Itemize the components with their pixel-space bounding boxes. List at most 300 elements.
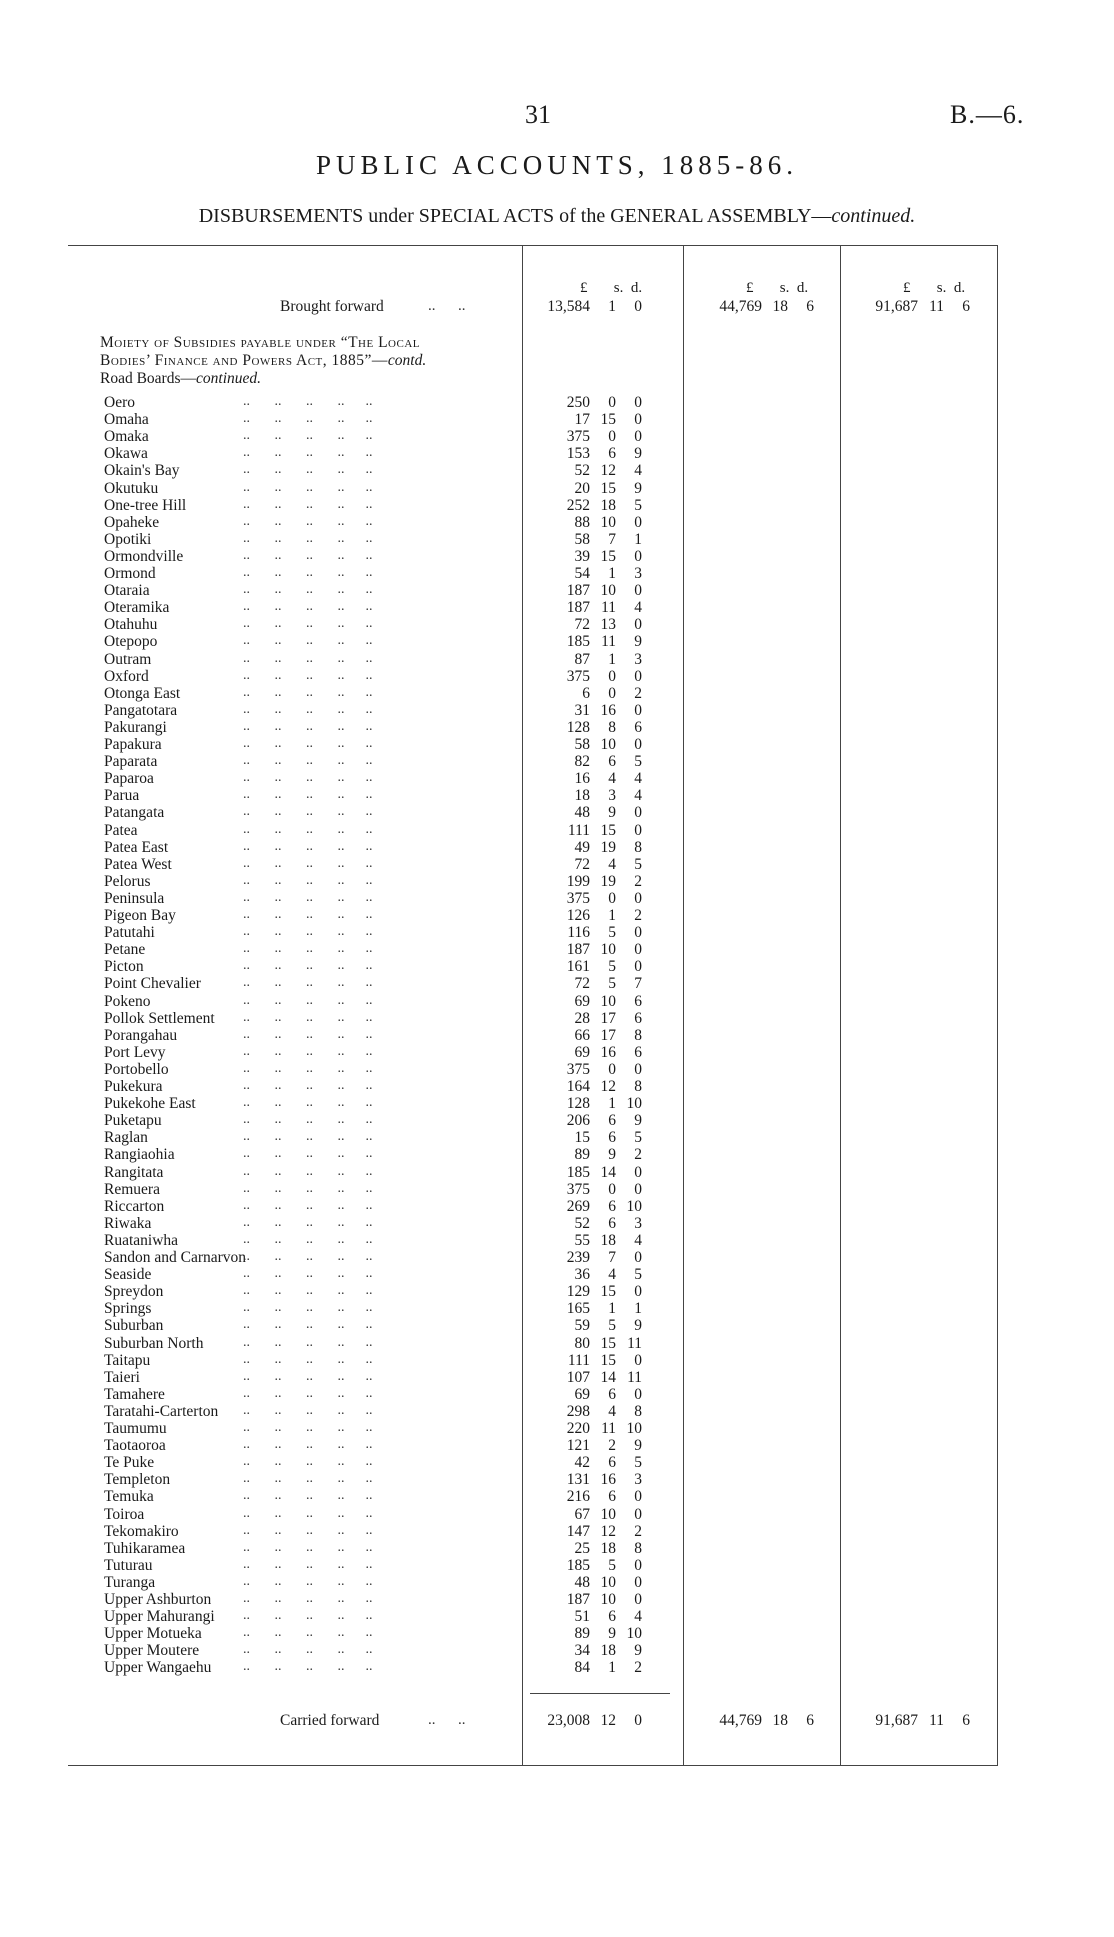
pounds-sign: £ [903, 280, 911, 296]
list-item-name: Petane [104, 941, 146, 959]
pence-sign: d. [630, 280, 643, 296]
pence: 0 [634, 1060, 642, 1078]
list-item-name: Parua [104, 787, 140, 805]
pounds: 69 [574, 1043, 590, 1061]
dot-leader: .. .. .. .. .. [215, 462, 373, 478]
section-heading-line2 [100, 352, 426, 370]
pence: 6 [806, 1712, 814, 1729]
pence: 0 [634, 701, 642, 719]
list-item-amount [540, 394, 642, 412]
carried-forward-col2 [712, 1712, 814, 1730]
pence: 4 [634, 462, 642, 480]
dot-leader: .. .. .. .. .. [215, 445, 373, 461]
pence: 0 [634, 513, 642, 531]
dot-leader: .. .. .. .. .. [215, 855, 373, 871]
pounds: 239 [566, 1249, 590, 1266]
pence: 0 [634, 1385, 642, 1403]
list-item-amount [540, 975, 642, 993]
dot-leader: .. .. .. .. .. [215, 924, 373, 940]
shillings: 6 [608, 1129, 616, 1147]
pence: 5 [634, 855, 642, 873]
dot-leader: .. .. .. .. .. [215, 667, 373, 683]
dot-leader: .. .. .. .. .. [215, 1591, 373, 1606]
pounds: 185 [566, 633, 590, 651]
pounds: 187 [566, 1591, 590, 1608]
shillings: 18 [600, 1231, 616, 1249]
col-divider-right [997, 245, 998, 1765]
pence: 0 [634, 394, 642, 411]
pounds: 126 [566, 907, 590, 924]
pounds: 72 [574, 855, 590, 873]
dot-leader: .. .. .. .. .. [215, 479, 373, 495]
section-heading-line3-text: Road Boards— [100, 370, 197, 387]
list-item-amount [540, 1181, 642, 1199]
dot-leader: .. .. .. .. .. [215, 547, 373, 563]
pence: 0 [634, 1180, 642, 1198]
pounds: 18 [574, 787, 590, 805]
list-item-amount [540, 941, 642, 959]
list-item-amount [540, 804, 642, 822]
pounds: 199 [566, 872, 590, 890]
shillings: 5 [608, 975, 616, 993]
shillings: 15 [600, 411, 616, 429]
pence: 0 [634, 1488, 642, 1506]
list-item-name: Upper Mahurangi [104, 1608, 215, 1626]
list-item-name: Patutahi [104, 924, 155, 942]
shillings: 10 [600, 941, 616, 959]
list-item-name: Paparata [104, 753, 158, 771]
list-item-name: Otonga East [104, 684, 181, 702]
pounds: 28 [574, 1009, 590, 1027]
list-item-name: Opaheke [104, 513, 160, 531]
pounds: 131 [566, 1471, 590, 1489]
col-divider-1 [522, 245, 523, 1765]
list-item-amount [540, 445, 642, 463]
dot-leader: .. .. .. .. .. [215, 1009, 373, 1025]
list-item-amount [540, 839, 642, 857]
shillings: 18 [772, 298, 788, 315]
pence: 5 [634, 1266, 642, 1284]
shillings: 5 [608, 1317, 616, 1335]
list-item-amount [540, 1369, 642, 1387]
carried-forward-label: Carried forward [280, 1712, 380, 1729]
dot-leader: .. .. .. .. .. [215, 804, 373, 820]
pence: 0 [634, 1505, 642, 1523]
list-item-amount [540, 702, 642, 720]
dot-leader: .. .. .. .. .. [215, 684, 373, 700]
list-item-amount [540, 1386, 642, 1404]
dot-leader: .. .. .. .. .. [215, 1608, 373, 1624]
list-item-amount [540, 856, 642, 874]
shillings: 10 [600, 513, 616, 531]
pence: 0 [634, 958, 642, 976]
pounds: 52 [574, 462, 590, 480]
pence: 0 [634, 667, 642, 685]
table-top-rule [68, 245, 998, 246]
shillings: 14 [600, 1368, 616, 1386]
pence: 10 [626, 1420, 642, 1437]
shillings: 16 [600, 1043, 616, 1061]
shillings: 17 [600, 1026, 616, 1044]
dot-leader: .. .. .. .. .. [215, 428, 373, 444]
section-heading-line3-continued: continued. [196, 370, 262, 387]
list-item-amount [540, 1454, 642, 1472]
shillings: 1 [608, 907, 616, 924]
shillings: 12 [600, 1712, 616, 1729]
dot-leader: .. .. .. .. .. [215, 1060, 373, 1076]
pence: 0 [634, 821, 642, 839]
list-item-name: Riwaka [104, 1214, 152, 1232]
shillings: 19 [600, 838, 616, 856]
dot-leader: .. .. .. .. .. [215, 1539, 373, 1555]
shillings: 8 [608, 718, 616, 736]
pounds: 121 [566, 1437, 590, 1455]
list-item-amount [540, 753, 642, 771]
list-item-amount [540, 1078, 642, 1096]
shillings: 0 [608, 889, 616, 907]
pounds: 52 [574, 1214, 590, 1232]
pence: 7 [634, 975, 642, 993]
list-item-name: Otahuhu [104, 616, 158, 634]
pence: 9 [634, 1112, 642, 1130]
dot-leader: .. .. .. .. .. [215, 1026, 373, 1042]
shillings: 12 [600, 462, 616, 480]
shillings: 15 [600, 1351, 616, 1369]
list-item-amount [540, 1659, 642, 1677]
shillings: 6 [608, 753, 616, 771]
section-heading [100, 334, 426, 388]
list-item-name: Point Chevalier [104, 975, 201, 993]
list-item-amount [540, 1591, 642, 1609]
list-item-amount [540, 1506, 642, 1524]
pence: 9 [634, 1317, 642, 1335]
pence: 8 [634, 1539, 642, 1557]
shillings-sign: s. [613, 280, 624, 296]
pence: 6 [634, 718, 642, 736]
brought-forward-col1 [540, 298, 642, 316]
shillings: 10 [600, 1505, 616, 1523]
pence: 11 [627, 1368, 642, 1386]
list-item-amount [540, 1437, 642, 1455]
pounds: 59 [574, 1317, 590, 1335]
list-item-amount [540, 1044, 642, 1062]
pence: 8 [634, 1026, 642, 1044]
brought-forward-col3 [868, 298, 970, 316]
list-item-name: Pollok Settlement [104, 1009, 215, 1027]
dot-leader: .. .. .. .. .. [215, 1437, 373, 1453]
pounds: 39 [574, 547, 590, 565]
section-heading-line2-contd: contd. [387, 352, 427, 369]
pounds: 17 [574, 411, 590, 429]
list-item-name: Oteramika [104, 599, 170, 617]
pence: 4 [634, 1231, 642, 1249]
dot-leader: .. .. .. .. .. [215, 1488, 373, 1504]
shillings: 7 [608, 530, 616, 548]
pounds: 375 [566, 1060, 590, 1078]
list-item-amount [540, 1112, 642, 1130]
list-item-name: Rangiaohia [104, 1146, 175, 1164]
dot-leader: .. .. .. .. .. [215, 1146, 373, 1162]
list-item-name: Taotaoroa [104, 1437, 166, 1455]
list-item-amount [540, 770, 642, 788]
dot-leader: .. .. .. .. .. [215, 599, 373, 615]
brought-forward-col2 [712, 298, 814, 316]
column-total-rule [530, 1693, 670, 1694]
shillings: 11 [601, 633, 616, 651]
list-item-amount [540, 873, 642, 891]
pounds: 89 [574, 1625, 590, 1643]
pence: 10 [626, 1625, 642, 1643]
shillings: 12 [600, 1522, 616, 1540]
list-item-name: Ormond [104, 565, 156, 582]
pounds: 23,008 [547, 1712, 590, 1729]
dot-leader: .. .. .. .. .. [215, 1385, 373, 1401]
pounds: 129 [566, 1283, 590, 1301]
list-item-amount [540, 1488, 642, 1506]
pounds: 250 [566, 394, 590, 411]
pence: 0 [634, 1573, 642, 1591]
pence: 5 [634, 1129, 642, 1147]
list-item-name: Te Puke [104, 1454, 155, 1472]
pence: 5 [634, 753, 642, 771]
shillings: 16 [600, 701, 616, 719]
list-item-amount [540, 924, 642, 942]
shillings: 13 [600, 616, 616, 634]
pence-sign: d. [796, 280, 809, 296]
shillings: 6 [608, 1197, 616, 1215]
list-item-name: Remuera [104, 1180, 160, 1198]
pounds: 165 [566, 1300, 590, 1318]
pounds: 216 [566, 1488, 590, 1506]
pounds: 20 [574, 479, 590, 497]
list-item-amount [540, 480, 642, 498]
list-item-name: Portobello [104, 1060, 169, 1078]
dot-leader: .. .. .. .. .. [215, 1283, 373, 1299]
pence: 3 [634, 565, 642, 582]
shillings: 18 [600, 496, 616, 514]
shillings: 4 [608, 770, 616, 788]
pounds: 128 [566, 1095, 590, 1113]
pounds-sign: £ [746, 280, 754, 296]
carried-forward-col3 [868, 1712, 970, 1730]
shillings: 15 [600, 1334, 616, 1352]
pence: 4 [634, 1608, 642, 1626]
col-divider-2 [683, 245, 684, 1765]
pounds: 80 [574, 1334, 590, 1352]
pounds: 375 [566, 889, 590, 907]
list-item-name: Port Levy [104, 1043, 166, 1061]
pounds: 375 [566, 1180, 590, 1198]
shillings: 2 [608, 1437, 616, 1455]
shillings: 6 [608, 1454, 616, 1472]
shillings: 6 [608, 1385, 616, 1403]
list-item-amount [540, 1198, 642, 1216]
pence: 2 [634, 1522, 642, 1540]
dot-leader: .. .. .. .. .. [215, 394, 373, 409]
list-item-name: Upper Moutere [104, 1642, 200, 1660]
pence: 9 [634, 633, 642, 651]
pence: 8 [634, 838, 642, 856]
pounds: 269 [566, 1197, 590, 1215]
pence: 0 [634, 736, 642, 753]
shillings: 6 [608, 1214, 616, 1232]
list-item-name: Templeton [104, 1471, 171, 1489]
dot-leader: .. .. .. .. .. [215, 736, 373, 751]
list-item-name: Taratahi-Carterton [104, 1402, 219, 1420]
list-item-name: Patangata [104, 804, 165, 822]
pounds: 107 [566, 1368, 590, 1386]
list-item-amount [540, 685, 642, 703]
list-item-name: One-tree Hill [104, 496, 187, 514]
dot-leader: .. .. .. .. .. [215, 1078, 373, 1093]
list-item-name: Okain's Bay [104, 462, 180, 480]
dot-leader: .. .. .. .. .. [215, 1163, 373, 1179]
list-item-name: Okawa [104, 445, 148, 463]
list-item-amount [540, 1642, 642, 1660]
list-item-name: Outram [104, 650, 152, 668]
pounds: 375 [566, 667, 590, 685]
dot-leader: .. .. .. .. .. [215, 1659, 373, 1675]
shillings: 10 [600, 1591, 616, 1608]
pence: 0 [634, 298, 642, 315]
list-item-name: Paparoa [104, 770, 154, 788]
dot-leader: .. .. .. .. .. [215, 975, 373, 991]
pounds: 66 [574, 1026, 590, 1044]
carried-forward-col1 [540, 1712, 642, 1730]
list-item-name: Suburban North [104, 1334, 204, 1352]
shillings: 0 [608, 428, 616, 446]
pounds: 58 [574, 530, 590, 548]
list-item-name: Pigeon Bay [104, 907, 176, 924]
shillings: 15 [600, 1283, 616, 1301]
list-item-amount [540, 1215, 642, 1233]
pence: 0 [634, 1163, 642, 1181]
list-item-name: Spreydon [104, 1283, 164, 1301]
shillings: 0 [608, 667, 616, 685]
dot-leader: .. .. .. .. .. [215, 1351, 373, 1367]
list-item-amount [540, 1232, 642, 1250]
dot-leader: .. .. .. .. .. [215, 1402, 373, 1418]
pence: 6 [634, 1009, 642, 1027]
pounds: 25 [574, 1539, 590, 1557]
list-item-amount [540, 1335, 642, 1353]
list-item-name: Taitapu [104, 1351, 151, 1369]
shillings: 0 [608, 1180, 616, 1198]
pence: 0 [634, 1351, 642, 1369]
dot-leader: .. .. .. .. .. [215, 1471, 373, 1487]
dot-leader: .. .. .. .. .. [215, 496, 373, 512]
pence: 1 [634, 530, 642, 548]
list-item-name: Upper Wangaehu [104, 1659, 212, 1677]
list-item-name: Omaka [104, 428, 149, 446]
dot-leader: .. .. .. .. .. [215, 701, 373, 717]
shillings: 1 [608, 565, 616, 582]
brought-forward-leader: .. .. [428, 298, 466, 314]
dot-leader: .. .. .. .. .. [215, 1522, 373, 1538]
pounds: 220 [566, 1420, 590, 1437]
pounds: 161 [566, 958, 590, 976]
list-item-amount [540, 428, 642, 446]
pounds: 54 [574, 565, 590, 582]
pounds: 34 [574, 1642, 590, 1660]
pounds: 116 [567, 924, 590, 942]
dot-leader: .. .. .. .. .. [215, 1317, 373, 1333]
list-item-name: Seaside [104, 1266, 152, 1284]
dot-leader: .. .. .. .. .. [215, 582, 373, 598]
shillings: 0 [608, 1060, 616, 1078]
shillings: 6 [608, 445, 616, 463]
shillings: 15 [600, 479, 616, 497]
dot-leader: .. .. .. .. .. [215, 941, 373, 957]
list-item-amount [540, 565, 642, 583]
list-item-name: Sandon and Carnarvon [104, 1249, 247, 1266]
shillings: 0 [608, 394, 616, 411]
dot-leader: .. .. .. .. .. [215, 1368, 373, 1384]
dot-leader: .. .. .. .. .. [215, 565, 373, 580]
list-item-name: Suburban [104, 1317, 164, 1335]
list-item-name: Temuka [104, 1488, 154, 1506]
list-item-amount [540, 599, 642, 617]
pounds: 111 [567, 1351, 590, 1369]
dot-leader: .. .. .. .. .. [215, 718, 373, 734]
list-item-amount [540, 1010, 642, 1028]
shillings: 11 [929, 1712, 944, 1729]
list-item-name: Peninsula [104, 889, 165, 907]
currency-header-col1 [580, 280, 642, 297]
pence: 3 [634, 650, 642, 668]
list-item-amount [540, 1471, 642, 1489]
pounds: 16 [574, 770, 590, 788]
list-item-name: Raglan [104, 1129, 148, 1147]
dot-leader: .. .. .. .. .. [215, 616, 373, 632]
pounds: 185 [566, 1556, 590, 1574]
shillings: 11 [601, 599, 616, 617]
list-item-name: Omaha [104, 411, 149, 429]
pounds: 298 [566, 1402, 590, 1420]
dot-leader: .. .. .. .. .. [215, 1266, 373, 1282]
pence: 0 [634, 547, 642, 565]
list-item-name: Toiroa [104, 1505, 145, 1523]
pence-sign: d. [953, 280, 966, 296]
pence: 0 [634, 1556, 642, 1574]
list-item-amount [540, 1523, 642, 1541]
list-item-amount [540, 651, 642, 669]
list-item-amount [540, 907, 642, 925]
pounds: 58 [574, 736, 590, 753]
list-item-amount [540, 668, 642, 686]
pounds: 72 [574, 975, 590, 993]
list-item-name: Taieri [104, 1368, 140, 1386]
shillings: 4 [608, 855, 616, 873]
dot-leader: .. .. .. .. .. [215, 1197, 373, 1213]
list-item-amount [540, 1266, 642, 1284]
pence: 0 [634, 411, 642, 429]
shillings: 10 [600, 736, 616, 753]
list-item-amount [540, 531, 642, 549]
shillings: 6 [608, 1608, 616, 1626]
shillings: 5 [608, 924, 616, 942]
dot-leader: .. .. .. .. .. [215, 1129, 373, 1145]
list-item-name: Pokeno [104, 992, 151, 1010]
subtitle-main: DISBURSEMENTS under SPECIAL ACTS of the GENERAL ASSEMBLY— [198, 205, 832, 227]
pence: 6 [962, 298, 970, 315]
pounds: 72 [574, 616, 590, 634]
shillings: 5 [608, 958, 616, 976]
pence: 0 [634, 1712, 642, 1729]
pence: 0 [634, 941, 642, 959]
list-item-amount [540, 1061, 642, 1079]
list-item-name: Turanga [104, 1573, 156, 1591]
